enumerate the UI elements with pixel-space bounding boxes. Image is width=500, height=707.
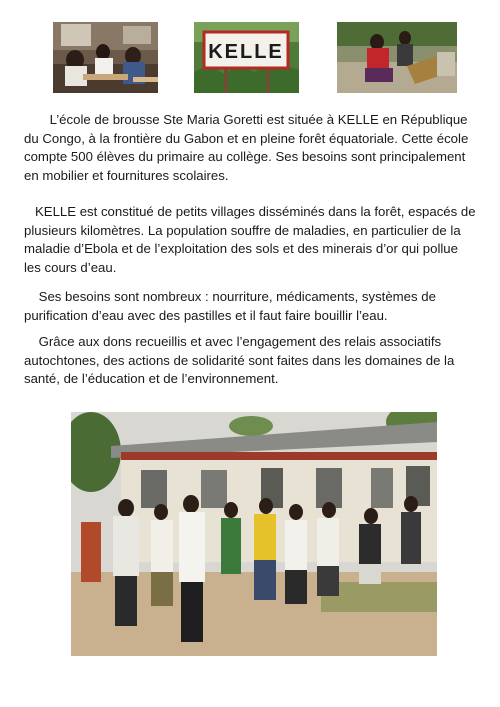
village-sign-photo (194, 22, 299, 93)
intro-paragraph: L’école de brousse Ste Maria Goretti est située à KELLE en République du Congo, à la frontière du Gabon et en pleine forêt équatoriale. Cette école compte 500 élèves du primaire au collège. Ses besoins sont principalement en mobilier et fournitures scolaires. (24, 112, 469, 183)
crowd-photo (71, 412, 437, 656)
village-sign-text: KELLE (208, 41, 284, 63)
kelle-description-paragraph: KELLE est constitué de petits villages disséminés dans la forêt, espacés de plusieurs kilomètres. La population souffre de maladies, en particulier de la maladie d’Ebola et de l’exploitation des sols et des minerais d’or qui pollue les cours d’eau. (24, 204, 476, 275)
gold-panning-photo (337, 22, 457, 93)
needs-paragraph: Ses besoins sont nombreux : nourriture, médicaments, systèmes de purification d’eau avec des pastilles et il faut faire bouillir l’eau. (24, 289, 436, 323)
classroom-photo (53, 22, 158, 93)
solidarity-paragraph: Grâce aux dons recueillis et avec l’engagement des relais associatifs autochtones, des actions de solidarité sont faites dans les domaines de la santé, de l’éducation et de l’environnement. (24, 334, 455, 387)
